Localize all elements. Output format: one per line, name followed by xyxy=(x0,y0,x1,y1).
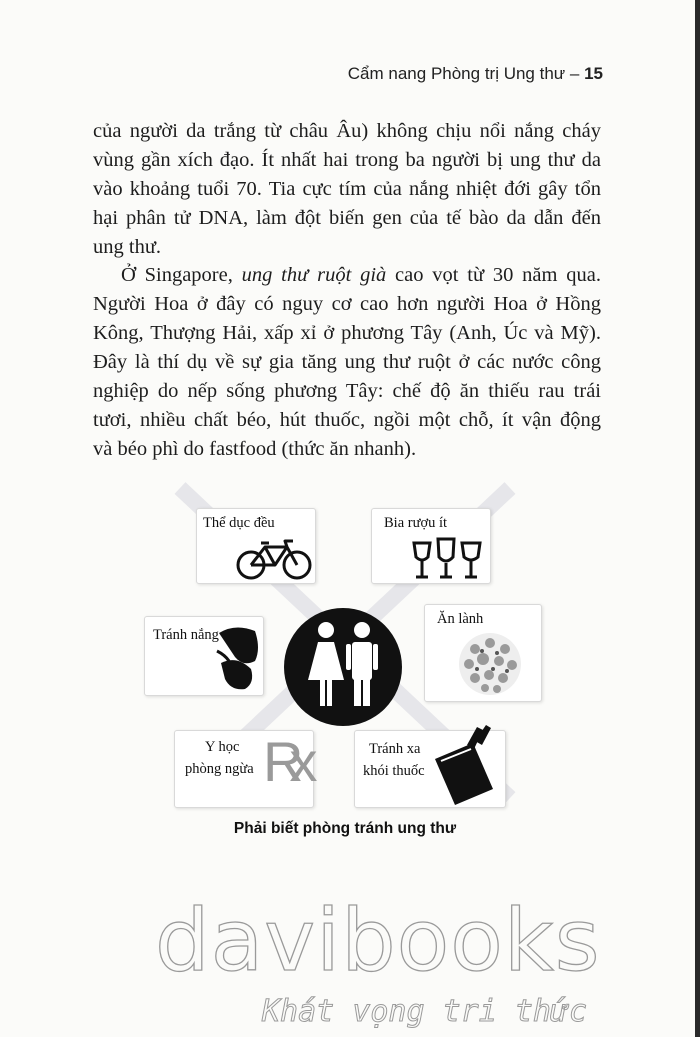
paragraph-1-line: của người da trắng từ châu Âu) không chịu nổi nắng cháy xyxy=(93,120,601,142)
page-number: 15 xyxy=(584,64,603,83)
beer-label: Bia rượu ít xyxy=(384,515,448,531)
paragraph-1-line: hại phân tử DNA, làm đột biến gen của tế bào da dẫn đến xyxy=(93,207,601,229)
paragraph-1 xyxy=(93,117,601,262)
paragraph-2-text: cao vọt từ 30 năm qua. xyxy=(386,264,601,286)
paragraph-2-text: Ở Singapore, xyxy=(121,264,242,286)
medicine-box xyxy=(174,730,314,808)
header-separator: – xyxy=(565,64,585,83)
header-title: Cẩm nang Phòng trị Ung thư xyxy=(347,64,566,83)
smoking-label-line1: Tránh xa xyxy=(369,741,421,757)
smoking-label-line2: khói thuốc xyxy=(363,763,425,779)
page-edge xyxy=(695,0,700,1037)
medicine-label-line1: Y học xyxy=(205,739,240,755)
paragraph-2-line: nghiệp do nếp sống phương Tây: chế độ ăn thiếu rau trái xyxy=(93,380,601,402)
bicycle-icon xyxy=(235,539,315,581)
sunglasses-icon xyxy=(215,621,263,693)
wine-glasses-icon xyxy=(410,537,486,583)
cigarette-pack-icon xyxy=(431,725,501,805)
paragraph-2-line: tươi, nhiều chất béo, hút thuốc, ngồi một chỗ, ít vận động xyxy=(93,409,601,431)
center-circle xyxy=(284,608,402,726)
emphasis-term: ung thư ruột già xyxy=(241,264,387,286)
exercise-box xyxy=(196,508,316,584)
paragraph-2-line: Đây là thí dụ về sự gia tăng ung thư ruột ở các nước công xyxy=(93,351,601,373)
medicine-label-line2: phòng ngừa xyxy=(185,761,254,777)
people-icon xyxy=(284,608,402,726)
running-header xyxy=(348,64,603,84)
food-box xyxy=(424,604,542,702)
exercise-label: Thể dục đều xyxy=(203,515,275,531)
sun-label: Tránh nắng xyxy=(153,627,219,643)
paragraph-2-line: và béo phì do fastfood (thức ăn nhanh). xyxy=(93,438,417,460)
paragraph-1-line: ung thư. xyxy=(93,236,162,258)
paragraph-1-line: vào khoảng tuổi 70. Tia cực tím của nắng nhiệt đới gây tổn xyxy=(93,178,601,200)
paragraph-1-line: vùng gần xích đạo. Ít nhất hai trong ba người bị ung thư da xyxy=(93,149,601,171)
rx-icon: Rx xyxy=(263,730,304,793)
paragraph-2-line: Kông, Thượng Hải, xấp xỉ ở phương Tây (Anh, Úc và Mỹ). xyxy=(93,322,601,344)
food-label: Ăn lành xyxy=(437,611,484,627)
sun-box xyxy=(144,616,264,696)
watermark-slogan: Khát vọng tri thức xyxy=(262,994,588,1029)
beer-box xyxy=(371,508,491,584)
paragraph-2-line: Người Hoa ở đây có nguy cơ cao hơn người Hoa ở Hồng xyxy=(93,293,601,315)
paragraph-2-first-line xyxy=(93,261,601,290)
healthy-food-icon xyxy=(455,631,525,697)
paragraph-2 xyxy=(93,261,601,464)
prevention-diagram xyxy=(140,478,550,848)
watermark-logo: davibooks xyxy=(155,891,601,991)
smoking-box xyxy=(354,730,506,808)
diagram-caption: Phải biết phòng tránh ung thư xyxy=(233,820,457,837)
